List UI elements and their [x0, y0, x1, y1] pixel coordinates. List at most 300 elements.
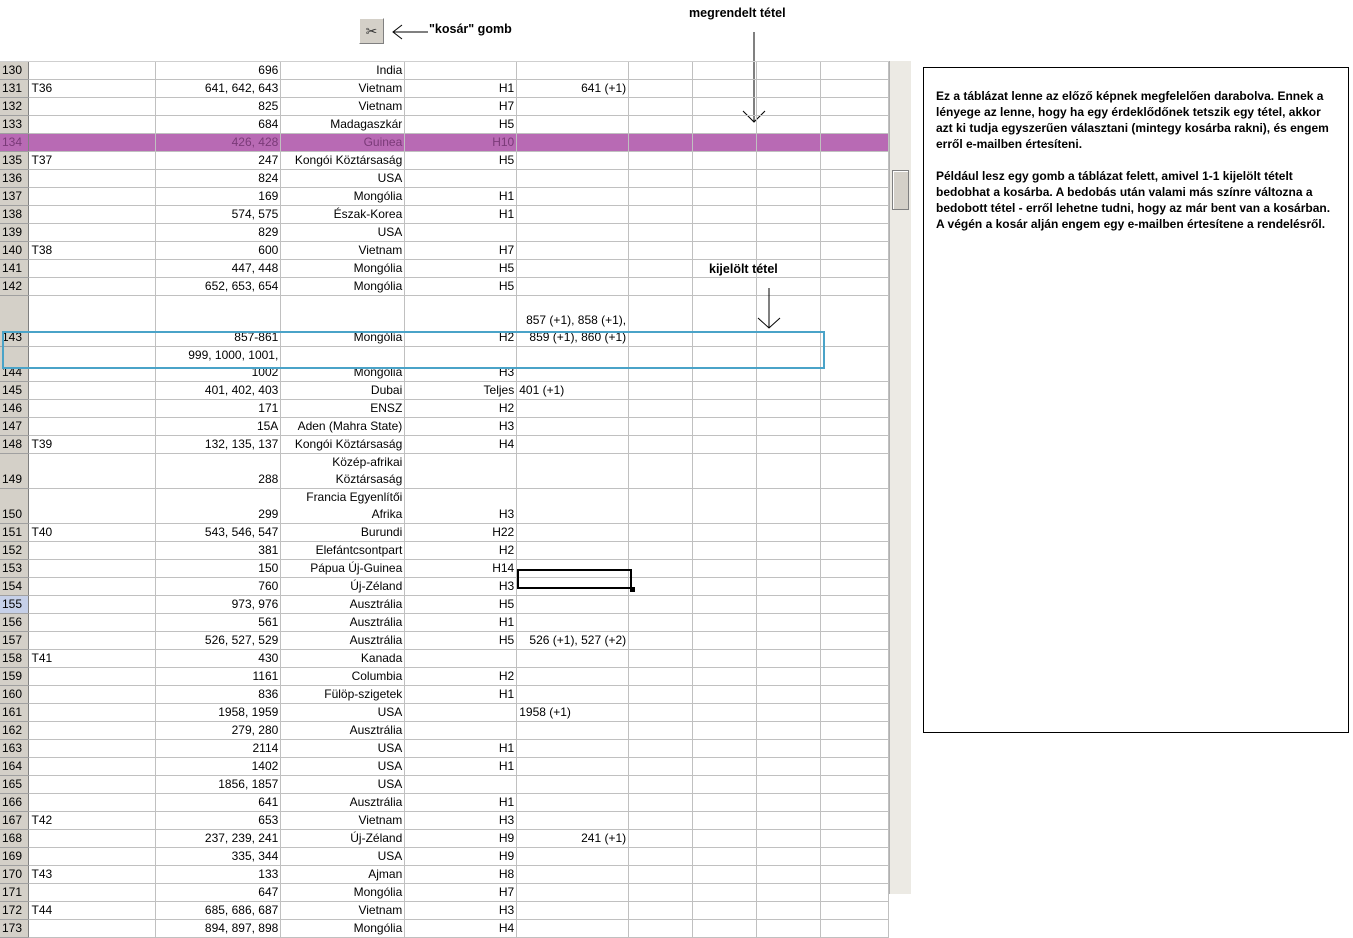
empty-cell[interactable] — [629, 722, 693, 740]
order-cell[interactable] — [517, 454, 629, 489]
empty-cell[interactable] — [820, 596, 888, 614]
country-cell[interactable]: USA — [281, 740, 405, 758]
empty-cell[interactable] — [693, 848, 757, 866]
condition-cell[interactable]: H7 — [405, 884, 517, 902]
row-header[interactable]: 146 — [0, 400, 29, 418]
empty-cell[interactable] — [757, 596, 821, 614]
empty-cell[interactable] — [820, 722, 888, 740]
empty-cell[interactable] — [757, 382, 821, 400]
order-cell[interactable] — [517, 134, 629, 152]
tabla-cell[interactable] — [29, 542, 156, 560]
tabla-cell[interactable] — [29, 489, 156, 524]
empty-cell[interactable] — [820, 650, 888, 668]
cart-button[interactable] — [359, 18, 384, 44]
tabla-cell[interactable]: T36 — [29, 80, 156, 98]
tabla-cell[interactable] — [29, 278, 156, 296]
empty-cell[interactable] — [820, 170, 888, 188]
table-row[interactable] — [0, 722, 889, 740]
table-row[interactable] — [0, 152, 889, 170]
number-cell[interactable]: 1856, 1857 — [156, 776, 281, 794]
empty-cell[interactable] — [629, 560, 693, 578]
country-cell[interactable]: USA — [281, 704, 405, 722]
number-cell[interactable]: 247 — [156, 152, 281, 170]
empty-cell[interactable] — [757, 830, 821, 848]
condition-cell[interactable]: H1 — [405, 80, 517, 98]
row-header[interactable]: 153 — [0, 560, 29, 578]
empty-cell[interactable] — [757, 776, 821, 794]
number-cell[interactable]: 574, 575 — [156, 206, 281, 224]
empty-cell[interactable] — [629, 848, 693, 866]
empty-cell[interactable] — [693, 830, 757, 848]
empty-cell[interactable] — [629, 920, 693, 938]
number-cell[interactable]: 825 — [156, 98, 281, 116]
empty-cell[interactable] — [757, 134, 821, 152]
table-row[interactable] — [0, 542, 889, 560]
empty-cell[interactable] — [693, 134, 757, 152]
empty-cell[interactable] — [757, 206, 821, 224]
empty-cell[interactable] — [693, 866, 757, 884]
row-header[interactable]: 168 — [0, 830, 29, 848]
country-cell[interactable]: Ausztrália — [281, 794, 405, 812]
empty-cell[interactable] — [820, 740, 888, 758]
row-header[interactable]: 142 — [0, 278, 29, 296]
empty-cell[interactable] — [757, 848, 821, 866]
tabla-cell[interactable] — [29, 260, 156, 278]
table-row[interactable] — [0, 116, 889, 134]
empty-cell[interactable] — [820, 62, 888, 80]
empty-cell[interactable] — [757, 224, 821, 242]
empty-cell[interactable] — [820, 242, 888, 260]
tabla-cell[interactable] — [29, 722, 156, 740]
empty-cell[interactable] — [757, 152, 821, 170]
empty-cell[interactable] — [693, 400, 757, 418]
row-header[interactable]: 140 — [0, 242, 29, 260]
empty-cell[interactable] — [757, 758, 821, 776]
order-cell[interactable] — [517, 740, 629, 758]
number-cell[interactable]: 696 — [156, 62, 281, 80]
empty-cell[interactable] — [820, 188, 888, 206]
empty-cell[interactable] — [629, 382, 693, 400]
empty-cell[interactable] — [820, 418, 888, 436]
order-cell[interactable] — [517, 170, 629, 188]
condition-cell[interactable]: H3 — [405, 347, 517, 382]
number-cell[interactable]: 299 — [156, 489, 281, 524]
order-cell[interactable] — [517, 260, 629, 278]
tabla-cell[interactable] — [29, 830, 156, 848]
order-cell[interactable] — [517, 596, 629, 614]
row-header[interactable]: 151 — [0, 524, 29, 542]
country-cell[interactable]: Mongólia — [281, 920, 405, 938]
empty-cell[interactable] — [820, 560, 888, 578]
country-cell[interactable]: Vietnam — [281, 80, 405, 98]
tabla-cell[interactable] — [29, 418, 156, 436]
order-cell[interactable] — [517, 242, 629, 260]
empty-cell[interactable] — [629, 134, 693, 152]
tabla-cell[interactable] — [29, 382, 156, 400]
table-row[interactable] — [0, 382, 889, 400]
condition-cell[interactable] — [405, 650, 517, 668]
order-cell[interactable] — [517, 224, 629, 242]
row-header[interactable]: 144 — [0, 347, 29, 382]
empty-cell[interactable] — [693, 632, 757, 650]
condition-cell[interactable]: H4 — [405, 436, 517, 454]
condition-cell[interactable]: H2 — [405, 542, 517, 560]
empty-cell[interactable] — [629, 170, 693, 188]
row-header[interactable]: 145 — [0, 382, 29, 400]
empty-cell[interactable] — [757, 866, 821, 884]
tabla-cell[interactable]: T41 — [29, 650, 156, 668]
table-row[interactable] — [0, 206, 889, 224]
row-header[interactable]: 166 — [0, 794, 29, 812]
empty-cell[interactable] — [693, 650, 757, 668]
table-row[interactable] — [0, 524, 889, 542]
empty-cell[interactable] — [693, 920, 757, 938]
empty-cell[interactable] — [629, 188, 693, 206]
country-cell[interactable]: Fülöp-szigetek — [281, 686, 405, 704]
country-cell[interactable]: Elefántcsontpart — [281, 542, 405, 560]
tabla-cell[interactable] — [29, 116, 156, 134]
number-cell[interactable]: 824 — [156, 170, 281, 188]
empty-cell[interactable] — [820, 758, 888, 776]
country-cell[interactable]: Columbia — [281, 668, 405, 686]
tabla-cell[interactable]: T43 — [29, 866, 156, 884]
table-row[interactable] — [0, 812, 889, 830]
order-cell[interactable] — [517, 206, 629, 224]
empty-cell[interactable] — [757, 542, 821, 560]
number-cell[interactable]: 543, 546, 547 — [156, 524, 281, 542]
empty-cell[interactable] — [693, 758, 757, 776]
condition-cell[interactable] — [405, 62, 517, 80]
empty-cell[interactable] — [629, 489, 693, 524]
table-row[interactable] — [0, 224, 889, 242]
empty-cell[interactable] — [693, 382, 757, 400]
table-row[interactable] — [0, 776, 889, 794]
table-row[interactable] — [0, 62, 889, 80]
number-cell[interactable]: 237, 239, 241 — [156, 830, 281, 848]
table-row[interactable] — [0, 134, 889, 152]
tabla-cell[interactable] — [29, 596, 156, 614]
empty-cell[interactable] — [820, 98, 888, 116]
condition-cell[interactable]: H5 — [405, 152, 517, 170]
country-cell[interactable]: USA — [281, 776, 405, 794]
order-cell[interactable] — [517, 812, 629, 830]
country-cell[interactable]: Madagaszkár — [281, 116, 405, 134]
order-cell[interactable] — [517, 902, 629, 920]
row-header[interactable]: 154 — [0, 578, 29, 596]
country-cell[interactable]: Kongói Köztársaság — [281, 152, 405, 170]
empty-cell[interactable] — [629, 62, 693, 80]
empty-cell[interactable] — [629, 668, 693, 686]
number-cell[interactable]: 381 — [156, 542, 281, 560]
row-header[interactable]: 139 — [0, 224, 29, 242]
empty-cell[interactable] — [693, 206, 757, 224]
tabla-cell[interactable] — [29, 794, 156, 812]
empty-cell[interactable] — [693, 152, 757, 170]
table-row[interactable] — [0, 578, 889, 596]
number-cell[interactable]: 760 — [156, 578, 281, 596]
empty-cell[interactable] — [757, 560, 821, 578]
number-cell[interactable]: 647 — [156, 884, 281, 902]
empty-cell[interactable] — [820, 776, 888, 794]
empty-cell[interactable] — [757, 614, 821, 632]
country-cell[interactable]: Kanada — [281, 650, 405, 668]
condition-cell[interactable]: H4 — [405, 920, 517, 938]
country-cell[interactable]: Mongólia — [281, 296, 405, 347]
empty-cell[interactable] — [693, 686, 757, 704]
empty-cell[interactable] — [629, 776, 693, 794]
empty-cell[interactable] — [757, 454, 821, 489]
country-cell[interactable]: India — [281, 62, 405, 80]
order-cell[interactable] — [517, 776, 629, 794]
empty-cell[interactable] — [629, 278, 693, 296]
empty-cell[interactable] — [820, 134, 888, 152]
country-cell[interactable]: USA — [281, 170, 405, 188]
tabla-cell[interactable] — [29, 704, 156, 722]
condition-cell[interactable]: H2 — [405, 668, 517, 686]
tabla-cell[interactable] — [29, 560, 156, 578]
empty-cell[interactable] — [757, 242, 821, 260]
tabla-cell[interactable] — [29, 206, 156, 224]
table-row[interactable] — [0, 560, 889, 578]
tabla-cell[interactable] — [29, 884, 156, 902]
condition-cell[interactable] — [405, 170, 517, 188]
empty-cell[interactable] — [629, 524, 693, 542]
country-cell[interactable]: Kongói Köztársaság — [281, 436, 405, 454]
country-cell[interactable]: Vietnam — [281, 902, 405, 920]
table-row[interactable] — [0, 436, 889, 454]
empty-cell[interactable] — [693, 902, 757, 920]
table-row[interactable] — [0, 866, 889, 884]
empty-cell[interactable] — [629, 614, 693, 632]
number-cell[interactable]: 600 — [156, 242, 281, 260]
row-header[interactable]: 162 — [0, 722, 29, 740]
empty-cell[interactable] — [693, 776, 757, 794]
order-cell[interactable] — [517, 400, 629, 418]
row-header[interactable]: 143 — [0, 296, 29, 347]
table-row[interactable] — [0, 188, 889, 206]
country-cell[interactable]: Mongólia — [281, 188, 405, 206]
row-header[interactable]: 149 — [0, 454, 29, 489]
empty-cell[interactable] — [757, 704, 821, 722]
empty-cell[interactable] — [629, 400, 693, 418]
empty-cell[interactable] — [820, 400, 888, 418]
empty-cell[interactable] — [629, 454, 693, 489]
table-row[interactable] — [0, 650, 889, 668]
condition-cell[interactable]: H14 — [405, 560, 517, 578]
country-cell[interactable]: Ausztrália — [281, 722, 405, 740]
country-cell[interactable]: USA — [281, 758, 405, 776]
number-cell[interactable]: 685, 686, 687 — [156, 902, 281, 920]
country-cell[interactable]: Burundi — [281, 524, 405, 542]
order-cell[interactable] — [517, 722, 629, 740]
country-cell[interactable]: Közép-afrikai Köztársaság — [281, 454, 405, 489]
empty-cell[interactable] — [629, 98, 693, 116]
condition-cell[interactable]: H9 — [405, 848, 517, 866]
country-cell[interactable]: Guinea — [281, 134, 405, 152]
condition-cell[interactable]: H1 — [405, 740, 517, 758]
order-cell[interactable]: 641 (+1) — [517, 80, 629, 98]
tabla-cell[interactable] — [29, 224, 156, 242]
empty-cell[interactable] — [757, 418, 821, 436]
number-cell[interactable]: 133 — [156, 866, 281, 884]
number-cell[interactable]: 2114 — [156, 740, 281, 758]
table-row[interactable] — [0, 400, 889, 418]
order-cell[interactable]: 857 (+1), 858 (+1), 859 (+1), 860 (+1) — [517, 296, 629, 347]
number-cell[interactable]: 150 — [156, 560, 281, 578]
empty-cell[interactable] — [820, 382, 888, 400]
empty-cell[interactable] — [629, 740, 693, 758]
empty-cell[interactable] — [757, 632, 821, 650]
empty-cell[interactable] — [629, 650, 693, 668]
table-row[interactable] — [0, 454, 889, 489]
number-cell[interactable]: 169 — [156, 188, 281, 206]
country-cell[interactable]: Észak-Korea — [281, 206, 405, 224]
country-cell[interactable]: Új-Zéland — [281, 830, 405, 848]
empty-cell[interactable] — [693, 80, 757, 98]
row-header[interactable]: 131 — [0, 80, 29, 98]
empty-cell[interactable] — [757, 578, 821, 596]
number-cell[interactable]: 857-861 — [156, 296, 281, 347]
empty-cell[interactable] — [820, 884, 888, 902]
empty-cell[interactable] — [757, 188, 821, 206]
tabla-cell[interactable] — [29, 98, 156, 116]
empty-cell[interactable] — [629, 542, 693, 560]
number-cell[interactable]: 171 — [156, 400, 281, 418]
empty-cell[interactable] — [757, 436, 821, 454]
empty-cell[interactable] — [693, 740, 757, 758]
number-cell[interactable]: 288 — [156, 454, 281, 489]
empty-cell[interactable] — [820, 152, 888, 170]
order-cell[interactable] — [517, 848, 629, 866]
empty-cell[interactable] — [629, 224, 693, 242]
number-cell[interactable]: 641, 642, 643 — [156, 80, 281, 98]
row-header[interactable]: 152 — [0, 542, 29, 560]
condition-cell[interactable]: H1 — [405, 206, 517, 224]
empty-cell[interactable] — [629, 686, 693, 704]
table-row[interactable] — [0, 596, 889, 614]
order-cell[interactable] — [517, 418, 629, 436]
empty-cell[interactable] — [820, 920, 888, 938]
table-row[interactable] — [0, 668, 889, 686]
empty-cell[interactable] — [757, 116, 821, 134]
empty-cell[interactable] — [629, 812, 693, 830]
row-header[interactable]: 173 — [0, 920, 29, 938]
row-header[interactable]: 164 — [0, 758, 29, 776]
number-cell[interactable]: 829 — [156, 224, 281, 242]
empty-cell[interactable] — [820, 578, 888, 596]
spreadsheet[interactable] — [0, 61, 889, 935]
tabla-cell[interactable]: T42 — [29, 812, 156, 830]
number-cell[interactable]: 652, 653, 654 — [156, 278, 281, 296]
number-cell[interactable]: 1958, 1959 — [156, 704, 281, 722]
number-cell[interactable]: 279, 280 — [156, 722, 281, 740]
table-row[interactable] — [0, 632, 889, 650]
empty-cell[interactable] — [820, 668, 888, 686]
empty-cell[interactable] — [757, 62, 821, 80]
table-row[interactable] — [0, 902, 889, 920]
row-header[interactable]: 132 — [0, 98, 29, 116]
empty-cell[interactable] — [693, 418, 757, 436]
empty-cell[interactable] — [820, 614, 888, 632]
row-header[interactable]: 150 — [0, 489, 29, 524]
order-cell[interactable] — [517, 278, 629, 296]
number-cell[interactable]: 426, 428 — [156, 134, 281, 152]
number-cell[interactable]: 1402 — [156, 758, 281, 776]
condition-cell[interactable]: H7 — [405, 98, 517, 116]
table-row[interactable] — [0, 758, 889, 776]
row-header[interactable]: 136 — [0, 170, 29, 188]
empty-cell[interactable] — [629, 260, 693, 278]
empty-cell[interactable] — [757, 722, 821, 740]
tabla-cell[interactable]: T40 — [29, 524, 156, 542]
tabla-cell[interactable] — [29, 62, 156, 80]
order-cell[interactable] — [517, 524, 629, 542]
country-cell[interactable]: Ausztrália — [281, 614, 405, 632]
empty-cell[interactable] — [757, 812, 821, 830]
order-cell[interactable] — [517, 650, 629, 668]
order-cell[interactable]: 401 (+1) — [517, 382, 629, 400]
condition-cell[interactable]: H7 — [405, 242, 517, 260]
row-header[interactable]: 134 — [0, 134, 29, 152]
tabla-cell[interactable] — [29, 740, 156, 758]
tabla-cell[interactable] — [29, 686, 156, 704]
country-cell[interactable]: Új-Zéland — [281, 578, 405, 596]
empty-cell[interactable] — [820, 260, 888, 278]
empty-cell[interactable] — [693, 704, 757, 722]
order-cell[interactable] — [517, 614, 629, 632]
row-header[interactable]: 155 — [0, 596, 29, 614]
order-cell[interactable]: 1958 (+1) — [517, 704, 629, 722]
row-header[interactable]: 170 — [0, 866, 29, 884]
empty-cell[interactable] — [693, 242, 757, 260]
table-row[interactable] — [0, 920, 889, 938]
tabla-cell[interactable]: T38 — [29, 242, 156, 260]
empty-cell[interactable] — [820, 206, 888, 224]
country-cell[interactable]: Ausztrália — [281, 632, 405, 650]
empty-cell[interactable] — [629, 242, 693, 260]
condition-cell[interactable] — [405, 224, 517, 242]
empty-cell[interactable] — [757, 740, 821, 758]
empty-cell[interactable] — [693, 188, 757, 206]
empty-cell[interactable] — [820, 794, 888, 812]
empty-cell[interactable] — [693, 668, 757, 686]
table-row[interactable] — [0, 884, 889, 902]
condition-cell[interactable]: H1 — [405, 686, 517, 704]
number-cell[interactable]: 447, 448 — [156, 260, 281, 278]
country-cell[interactable]: Vietnam — [281, 812, 405, 830]
empty-cell[interactable] — [757, 489, 821, 524]
table-row[interactable] — [0, 686, 889, 704]
empty-cell[interactable] — [820, 812, 888, 830]
empty-cell[interactable] — [693, 489, 757, 524]
number-cell[interactable]: 401, 402, 403 — [156, 382, 281, 400]
empty-cell[interactable] — [757, 650, 821, 668]
empty-cell[interactable] — [757, 686, 821, 704]
empty-cell[interactable] — [693, 224, 757, 242]
order-cell[interactable] — [517, 98, 629, 116]
empty-cell[interactable] — [693, 98, 757, 116]
condition-cell[interactable] — [405, 454, 517, 489]
empty-cell[interactable] — [820, 489, 888, 524]
table-row[interactable] — [0, 848, 889, 866]
row-header[interactable]: 169 — [0, 848, 29, 866]
tabla-cell[interactable]: T44 — [29, 902, 156, 920]
empty-cell[interactable] — [820, 436, 888, 454]
condition-cell[interactable]: H5 — [405, 260, 517, 278]
condition-cell[interactable]: H2 — [405, 296, 517, 347]
table-row[interactable] — [0, 418, 889, 436]
country-cell[interactable]: Vietnam — [281, 98, 405, 116]
